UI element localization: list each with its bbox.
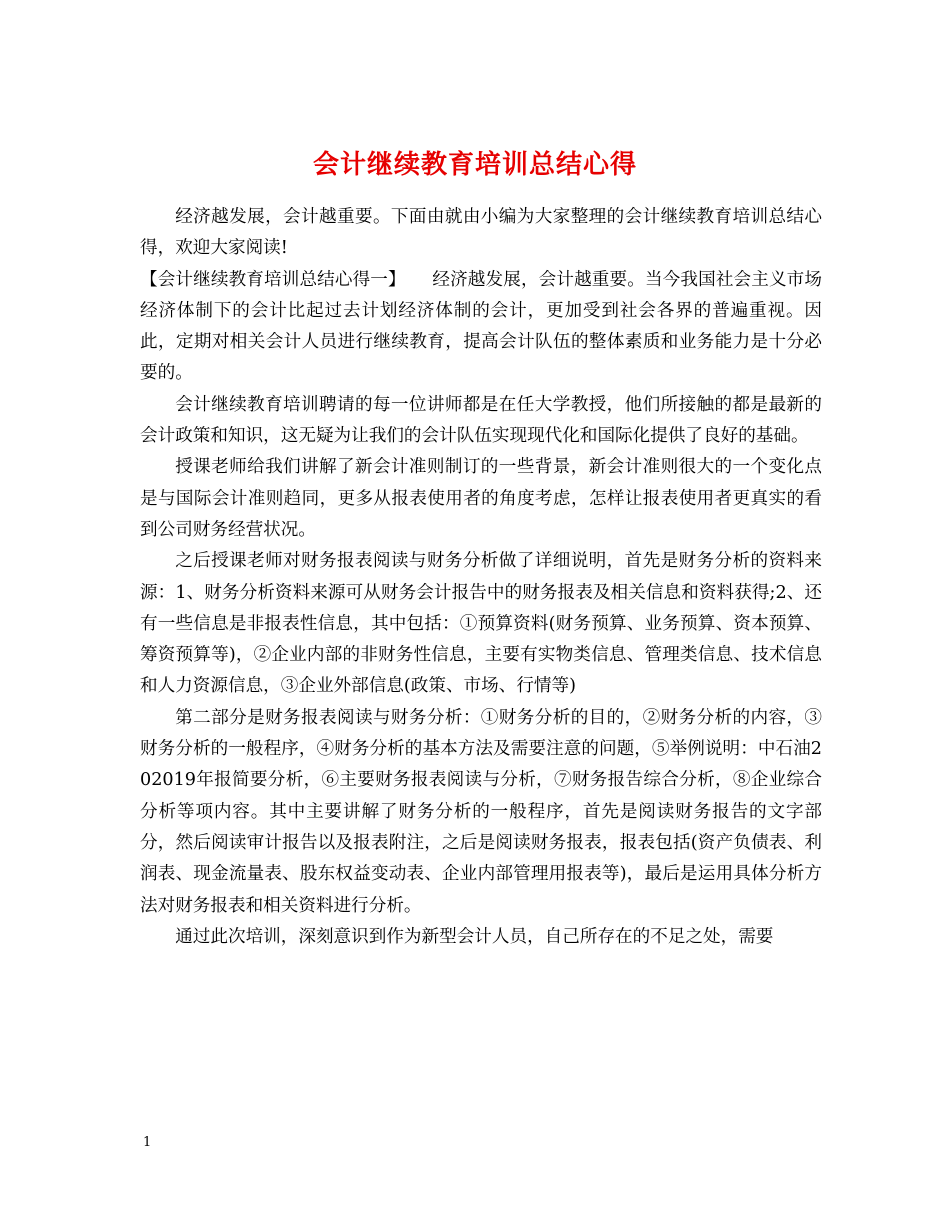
paragraph-intro: 经济越发展，会计越重要。下面由就由小编为大家整理的会计继续教育培训总结心得，欢迎大家阅读! <box>140 207 822 259</box>
paragraph-lecturers: 会计继续教育培训聘请的每一位讲师都是在任大学教授，他们所接触的都是最新的会计政策和知识，这无疑为让我们的会计队伍实现现代化和国际化提供了良好的基础。 <box>140 394 822 447</box>
paragraph-new-standards: 授课老师给我们讲解了新会计准则制订的一些背景，新会计准则很大的一个变化点是与国际会计准则趋同，更多从报表使用者的角度考虑，怎样让报表使用者更真实的看到公司财务经营状况。 <box>140 457 822 540</box>
document-body <box>140 202 822 953</box>
paragraph-section-one: 【会计继续教育培训总结心得一】 经济越发展，会计越重要。当今我国社会主义市场经济体制下的会计比起过去计划经济体制的会计，更加受到社会各界的普遍重视。因此，定期对相关会计人员进行继续教育，提高会计队伍的整体素质和业务能力是十分必要的。 <box>140 269 822 384</box>
paragraph-conclusion: 通过此次培训，深刻意识到作为新型会计人员，自己所存在的不足之处，需要 <box>175 926 774 947</box>
document-title: 会计继续教育培训总结心得 <box>312 150 637 181</box>
paragraph-data-sources: 之后授课老师对财务报表阅读与财务分析做了详细说明，首先是财务分析的资料来源：1、财务分析资料来源可从财务会计报告中的财务报表及相关信息和资料获得;2、还有一些信息是非报表性信息，其中包括：①预算资料(财务预算、业务预算、资本预算、筹资预算等)，②企业内部的非财务性信息，主要有实物类信息、管理类信息、技术信息和人力资源信息，③企业外部信息(政策、市场、行情等) <box>140 551 822 697</box>
page-number: 1 <box>143 1135 152 1150</box>
paragraph-part-two: 第二部分是财务报表阅读与财务分析：①财务分析的目的，②财务分析的内容，③财务分析的一般程序，④财务分析的基本方法及需要注意的问题，⑤举例说明：中石油202019年报简要分析，⑥主要财务报表阅读与分析，⑦财务报告综合分析，⑧企业综合分析等项内容。其中主要讲解了财务分析的一般程序，首先是阅读财务报告的文字部分，然后阅读审计报告以及报表附注，之后是阅读财务报表，报表包括(资产负债表、利润表、现金流量表、股东权益变动表、企业内部管理用报表等)，最后是运用具体分析方法对财务报表和相关资料进行分析。 <box>140 707 822 916</box>
